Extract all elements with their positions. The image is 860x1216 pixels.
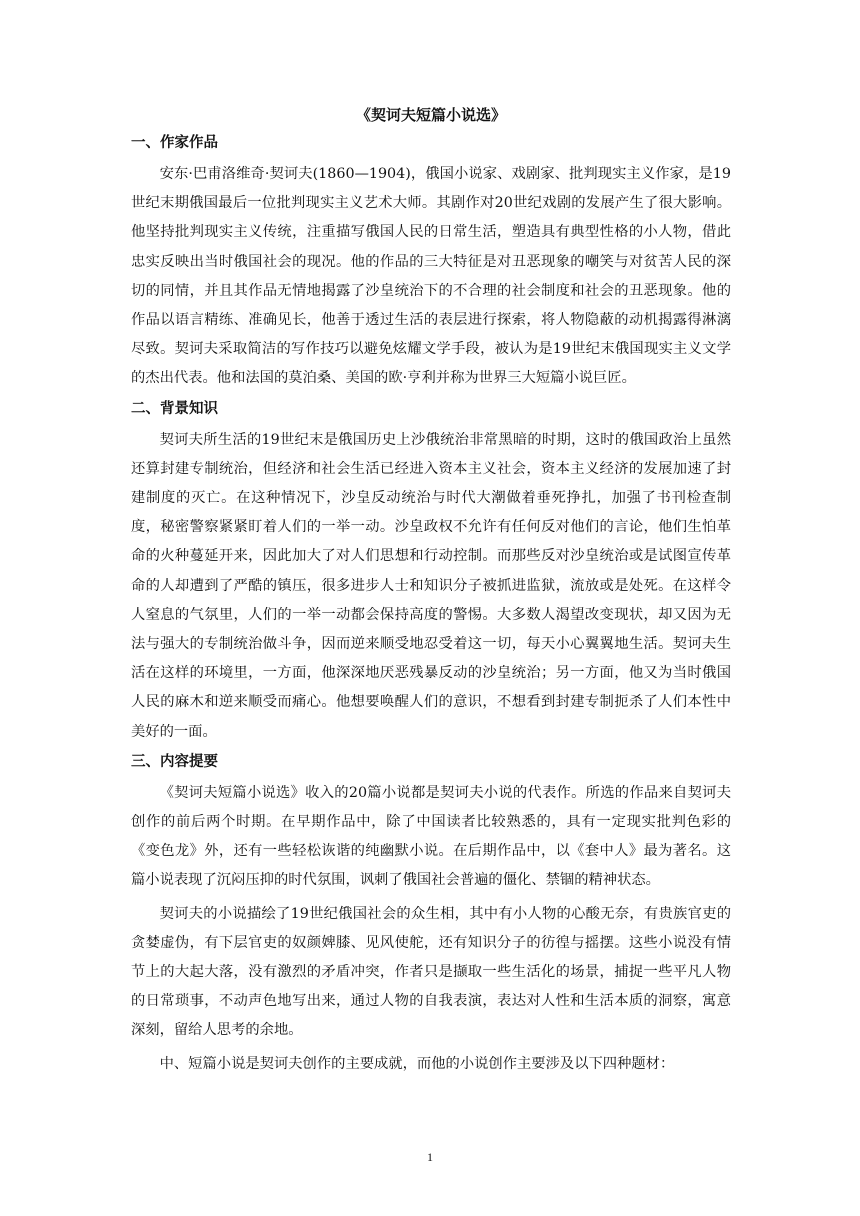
paragraph: 契诃夫所生活的19世纪末是俄国历史上沙俄统治非常黑暗的时期，这时的俄国政治上虽然还算封建专制统治，但经济和社会生活已经进入资本主义社会，资本主义经济的发展加速了封建制度的灭亡。在这种情况下，沙皇反动统治与时代大潮做着垂死挣扎，加强了书刊检查制度，秘密警察紧紧盯着人们的一举一动。沙皇政权不允许有任何反对他们的言论，他们生怕革命的火种蔓延开来，因此加大了对人们思想和行动控制。而那些反对沙皇统治或是试图宣传革命的人却遭到了严酷的镇压，很多进步人士和知识分子被抓进监狱，流放或是处死。在这样令人窒息的气氛里，人们的一举一动都会保持高度的警惕。大多数人渴望改变现状，却又因为无法与强大的专制统治做斗争，因而逆来顺受地忍受着这一切，每天小心翼翼地生活。契诃夫生活在这样的环境里，一方面，他深深地厌恶残暴反动的沙皇统治；另一方面，他又为当时俄国人民的麻木和逆来顺受而痛心。他想要唤醒人们的意识，不想看到封建专制扼杀了人们本性中美好的一面。	[131, 431, 731, 740]
paragraph: 契诃夫的小说描绘了19世纪俄国社会的众生相，其中有小人物的心酸无奈，有贵族官吏的贪婪虚伪，有下层官吏的奴颜婢膝、见风使舵，还有知识分子的彷徨与摇摆。这些小说没有情节上的大起大落，没有激烈的矛盾冲突，作者只是撷取一些生活化的场景，捕捉一些平凡人物的日常琐事，不动声色地写出来，通过人物的自我表演，表达对人性和生活本质的洞察，寓意深刻，留给人思考的余地。	[131, 905, 731, 1039]
section-heading: 二、背景知识	[131, 400, 218, 417]
document-title: 《契诃夫短篇小说选》	[355, 106, 506, 124]
section-heading: 一、作家作品	[131, 135, 218, 151]
section-heading: 三、内容提要	[131, 753, 218, 770]
document-body	[131, 104, 731, 1083]
paragraph: 《契诃夫短篇小说选》收入的20篇小说都是契诃夫小说的代表作。所选的作品来自契诃夫创作的前后两个时期。在早期作品中，除了中国读者比较熟悉的，具有一定现实批判色彩的《变色龙》外，还有一些轻松诙谐的纯幽默小说。在后期作品中，以《套中人》最为著名。这篇小说表现了沉闷压抑的时代氛围，讽刺了俄国社会普遍的僵化、禁锢的精神状态。	[131, 784, 731, 889]
section-background	[131, 398, 731, 747]
page-number: 1	[427, 1150, 433, 1164]
section-summary	[131, 751, 731, 1079]
paragraph: 安东·巴甫洛维奇·契诃夫(1860—1904)，俄国小说家、戏剧家、批判现实主义作家，是19世纪末期俄国最后一位批判现实主义艺术大师。其剧作对20世纪戏剧的发展产生了很大影响。他坚持批判现实主义传统，注重描写俄国人民的日常生活，塑造具有典型性格的小人物，借此忠实反映出当时俄国社会的现况。他的作品的三大特征是对丑恶现象的嘲笑与对贫苦人民的深切的同情，并且其作品无情地揭露了沙皇统治下的不合理的社会制度和社会的丑恶现象。他的作品以语言精练、准确见长，他善于透过生活的表层进行探索，将人物隐蔽的动机揭露得淋漓尽致。契诃夫采取简洁的写作技巧以避免炫耀文学手段，被认为是19世纪末俄国现实主义文学的杰出代表。他和法国的莫泊桑、美国的欧·亨利并称为世界三大短篇小说巨匠。	[131, 166, 731, 387]
paragraph: 中、短篇小说是契诃夫创作的主要成就，而他的小说创作主要涉及以下四种题材：	[159, 1055, 675, 1072]
section-author-works	[131, 132, 731, 394]
